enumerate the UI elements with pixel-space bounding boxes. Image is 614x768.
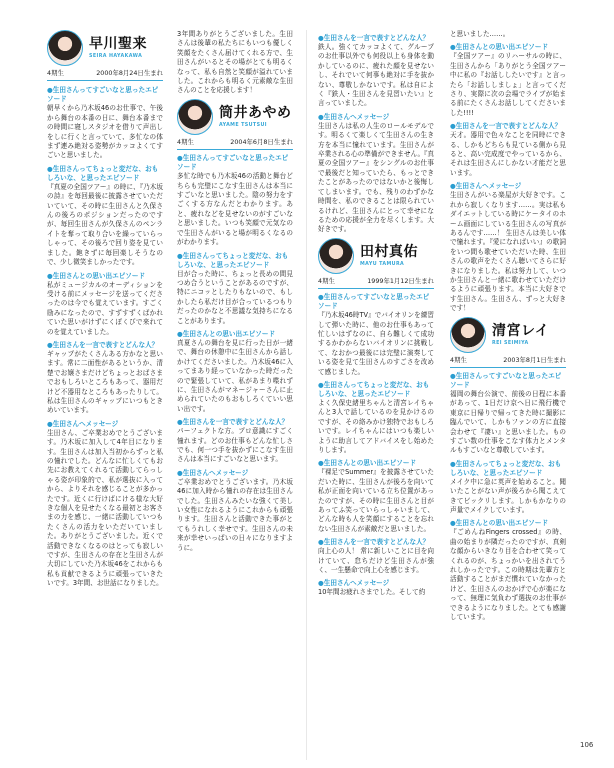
question: ●生田さんを一言で表すとどんな人？	[318, 538, 430, 547]
question: ●生田さんへメッセージ	[318, 112, 390, 121]
answer: 『全国ツアー』のリハーサルの時に、生田さんから「ありがとう全国ツアー中に私の『お話ししたいです』と言ったら「お話ししましょ」と言ってくださり、実際に次の会場でライブが始まる前にたくさんお話ししてくださいました!!!!	[450, 52, 566, 117]
member-profile	[177, 99, 293, 150]
continued-text: 3年間ありがとうございました。生田さんは後輩の私たちにもいつも優しく笑顔をたくさん届けてくれる方で、生田さんがいるとその場がとても明るくなって、私も自然と笑顔が溢れていました。これからも明るく元素敵な生田さんのことを応援します！	[177, 30, 293, 95]
answer: 目が合った時に、ちょっと長めの間見つめ合うということがあるのですが、特にニコッとしたりもないので、もしかしたら私だけ目が合っているつもりだったのかなと不思議な気持ちになることがあります。	[177, 269, 293, 325]
question: ●生田さんへメッセージ	[177, 468, 249, 477]
question: ●生田さんってすごいなと思ったエピソード	[47, 86, 159, 104]
answer: 『ごめんねFingers crossed』の時、曲の始まりが隣だったのですが、真剣な顔からいきなり目を合わせて笑ってくれるのが、ちょっかいを出されてうれしかったです。この時期は先輩方と活動することがまだ慣れていなかったけど、生田さんのおかげで心が楽になって、無理に気負わず選抜のお仕事ができるようになりました。とても感謝しています。	[450, 528, 566, 622]
answer: 『裸足でSummer』を披露させていただいた時に、生田さんが後ろを向いて私が正面を向いている立ち位置があったのですが、その時に生田さんと目があってふ笑っていらっしゃいまして、どんな時も人を笑顔にすることを忘れない生田さんが素敵だと思いました。	[318, 468, 434, 533]
answer: 真夏さんの舞台を見に行った日が一緒で、舞台の休憩中に生田さんから話しかけてくださいました。乃木坂46に入ってまあり経っていなかった時だったので緊張していて、私があまり喋れずに、生田さんがマネージャーさんに止められていたのもおもしろくていい思い出です。	[177, 338, 293, 413]
member-photo	[318, 238, 354, 274]
member-info	[47, 69, 163, 81]
answer: 天才。器用で色々なことを同時にできる、しかもどちらも見ている側から見ると、高い完成度でやっているから、それは生田さんにしかない才能だと思います。	[450, 131, 566, 177]
continued-text: と思いました……。	[450, 30, 510, 38]
answer: ギャップがたくさんある方かなと思います。常に二面性があるというか、清楚でお嬢さまだけどちょっとおばさまでおもしろいところもあって、器用だけど不器用なところもあったりして。私は生田さんのギャップにいつもときめいています。	[47, 349, 163, 415]
answer: よく久保史緒里ちゃんと清宮レイちゃんと3人で話しているのを見かけるのですが、その絡みかけ独特でおもしろいです。レイちゃんにはいつも楽しいように助言してアドバイスをし始めたりします。	[318, 398, 434, 454]
answer: メイク中に急に英声を始めること。聞いたことがない声が後ろから聞こえてきてビックリします。しかもかなりの声量でメイクしています。	[450, 477, 566, 515]
member-profile	[450, 317, 566, 368]
question: ●生田さんとの思い出エピソード	[318, 459, 417, 468]
question: ●生田さんってすごいなと思ったエピソード	[450, 371, 562, 389]
question: ●生田さんを一言で表すとどんな人？	[318, 34, 430, 42]
member-profile	[318, 238, 434, 289]
member-birthday: 2004年6月8日生まれ	[230, 137, 293, 146]
answer: 『真夏の全国ツアー』の時に、『乃木坂の詩』を毎回最後に披露させていただいていて、その時に生田さんと久保さんの後ろのポジションだったのですが、毎回生田さんが久保さんのペンライトを奪って取り合いを繰っていらっしゃって、その後ろで回り姿を見ていました。飽きずに毎回楽しそうなので、少し微笑ましかったです。	[47, 182, 163, 267]
answer: ご卒業おめでとうございます。乃木坂46に加入時から憧れの存在は生田さんでした。生田さんみたいな強くて美しい女性になれるようにこれからも頑張ります。生田さんと活動できた事がとてもうれしく幸せです。生田さんの未来が幸せいっぱいの日々になりますように。	[177, 477, 293, 552]
question: ●生田さんを一言で表すとどんな人？	[450, 122, 562, 131]
member-birthday: 1999年1月12日生まれ	[367, 276, 434, 285]
column-tamura	[318, 30, 434, 760]
question: ●生田さんってちょっと変だな、おもしろいな、と思ったエピソード	[47, 164, 159, 182]
question: ●生田さんってすごいなと思ったエピソード	[177, 154, 289, 172]
question: ●生田さんへメッセージ	[318, 579, 390, 588]
member-info	[177, 138, 293, 150]
member-profile	[47, 30, 163, 81]
member-generation: 4期生	[450, 355, 467, 364]
member-name: 田村真佑	[360, 243, 418, 260]
question: ●生田さんを一言で表すとどんな人？	[47, 340, 159, 349]
column-divider	[306, 30, 307, 760]
question: ●生田さんへメッセージ	[47, 419, 119, 428]
question: ●生田さんとの思い出エピソード	[177, 329, 276, 338]
answer: 10年間お疲れさまでした。そして約	[318, 588, 426, 597]
answer: パーフェクトな方。プロ意識にすごく憧れます。どのお仕事もどんな忙しさでも、何一つ手を抜かずにこなす生田さんは本当にすごいなと思います。	[177, 427, 293, 464]
question: ●生田さんへメッセージ	[450, 182, 522, 191]
member-name-romaji: REI SEIMIYA	[492, 340, 529, 346]
question: ●生田さんとの思い出エピソード	[450, 519, 549, 528]
member-info	[450, 356, 566, 368]
member-name: 清宮レイ	[492, 322, 550, 339]
member-generation: 4期生	[318, 276, 335, 285]
question: ●生田さんってちょっと変だな、おもしろいな、と思ったエピソード	[177, 251, 289, 269]
question: ●生田さんを一言で表すとどんな人？	[177, 418, 289, 427]
answer: 『乃木坂46時TV』でバイオリンを練習して弾いた時に、他のお仕事もあって忙しいはずなのに、自ら難しくて成功するかわからないバイオリンに挑戦して、なおかつ最後には完璧に演奏している姿を見て生田さんのすごさを改めて感じました。	[318, 311, 434, 376]
answer: 鉄人。強くてカッコよくて、グループのお仕事以外でも何役以上も身体を動かしているのに、疲れた顔を見せないし、それでいて何事も絶対に手を抜かない、尊敬しかないです。私は自によく『鉄人・生田さんを見習いたい』と言っていました。	[318, 43, 434, 108]
question: ●生田さんとの思い出エピソード	[47, 271, 146, 280]
answer: 多忙な時でも乃木坂46の活動と舞台どちらも完璧にこなす生田さんは本当にすごいなと思いました。陰の努力をすごくする方なんだとわかります。あと、疲れなどを見せないのがすごいなと思いました。いつも笑顔で元気なので生田さんがいると場が明るくなるのがわかります。	[177, 172, 293, 247]
question: ●生田さんとの思い出エピソード	[450, 43, 549, 52]
answer: 朝早くから乃木坂46のお仕事で、午後から舞台の本番の日に、舞台本番までの時間に寝しスタジオを借りて声出しをしに行くと言っていて、多忙なの体まず連み絶対る姿勢がカッコよくてすごいと思いました。	[47, 104, 163, 160]
member-photo	[450, 317, 486, 353]
member-birthday: 2000年8月24日生まれ	[96, 69, 163, 77]
column-tsutsui	[177, 30, 293, 760]
member-name: 筒井あやめ	[219, 104, 292, 121]
question: ●生田さんってすごいなと思ったエピソード	[318, 293, 430, 311]
member-photo	[47, 30, 83, 66]
answer: 私がミュージカルのオーディションを受ける前にメッセージを送ってくださったのは今でも覚えています。すごく励みになったので、すずすずくばかれていた思いがけずにくぼくびで来れてのを覚えていました。	[47, 280, 163, 336]
answer: 向上心の人！ 常に新しいことに目を向けていて、怠ちだけど生田さんが強く、一生懸命で向上心を感じます。	[318, 547, 434, 575]
answer: 生田さんがいる楽屋が大好きです。これから寂しくなります……。実は私もダイエットしている時にケータイのホーム画面にしている生田さんの写真があるんです……！ 生田さんは美しい体で憧れます。『愛になればいい』の歌詞をいつ間も歌せていただいた時、生田さんの歌声をたくさん聴いてさらに好きになりました。私は努力して、いつか生田さんと一緒に歌わせていただけるように頑張ります。本当に大好きです生田さん。生田さん、ずっと大好きです！	[450, 191, 566, 313]
page-number: 106	[580, 741, 594, 749]
question: ●生田さんってちょっと変だな、おもしろいな、と思ったエピソード	[318, 380, 430, 398]
member-name-romaji: AYAME TSUTSUI	[219, 122, 267, 128]
member-birthday: 2003年8月1日生まれ	[503, 355, 566, 364]
answer: 福岡の舞台公演で、前後の日程に本番があって、1日だけ京へ日に飛行機で東京に日帰りで帰ってきた時に撮影に臨んでいて、しかもファンの方に直接会わせて『凄い』と思いました。ものすごい数の仕事をこなす体力とメンタルもすごいなと尊敬しています。	[450, 389, 566, 455]
member-name-romaji: SEIRA HAYAKAWA	[89, 54, 143, 59]
member-generation: 4期生	[47, 69, 64, 77]
answer: 生田さんは私の人生のロールモデルです。明るくて楽しくて生田さんの生き方を本当に憧れています。生田さんが卒業される心の準備ができません。『真夏の全国ツアー』をシングルのお仕事で最後だと知っていたら、もっとできたことがあったのではないかと後悔してしまいます。でも、残りのわずかな時間を、私のできることは限られているけれど、生田さんにとって幸せになるための応援が全力を尽くします。大好きです。	[318, 121, 434, 234]
member-info	[318, 277, 434, 289]
question: ●生田さんってちょっと変だな、おもしろいな、と思ったエピソード	[450, 459, 562, 477]
answer: 生田さん、ご卒業おめでとうございます。乃木坂に加入して4年目になります。生田さんは加入当初からずっと私の憧れでした。どんなに忙しくてもお先にお教えてくれるて活動してらっしゃる姿が印象的で、私が選抜に入ってから、よりそれを感じることが多かったです。近くに行けばにける様な大好きな個人を見せたくなる最初とお客さまの力を感じ、一緒に活動していつもたくさんの活力をいただいていました。ありがとうございました。近くで活動できなくなるのはとっても寂しいですが、生田さんの存在と生田さんが大切にしていた乃木坂46をこれからも私も貢献できるように頑張っていきたいです。3年間、お世話になりました。	[47, 428, 163, 588]
column-seimiya	[450, 30, 566, 760]
member-name: 早川聖来	[89, 36, 147, 52]
member-generation: 4期生	[177, 137, 194, 146]
member-photo	[177, 99, 213, 135]
column-hayakawa	[47, 30, 163, 760]
member-name-romaji: MAYU TAMURA	[360, 261, 405, 267]
